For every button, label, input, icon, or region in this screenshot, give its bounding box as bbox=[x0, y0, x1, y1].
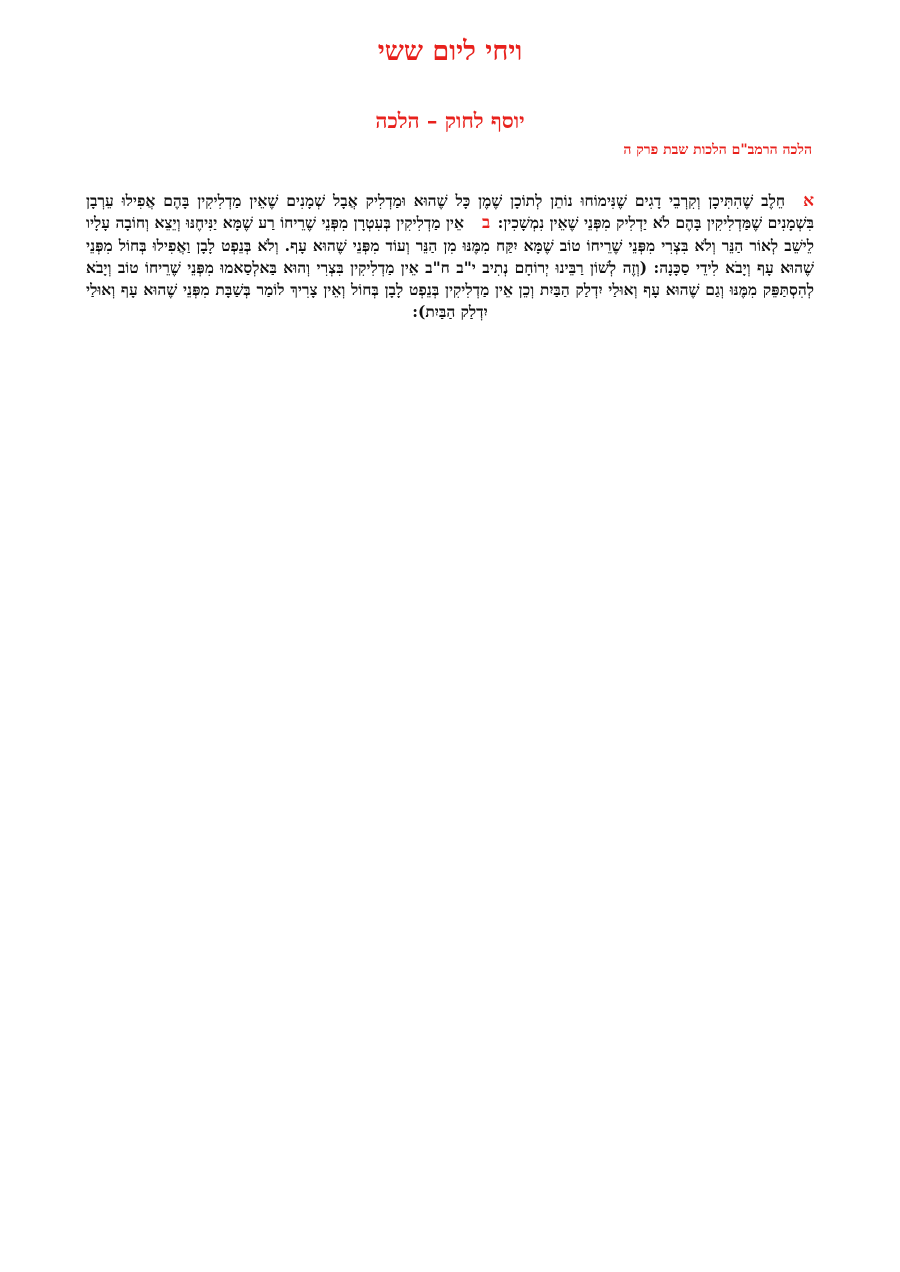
halacha-letter-2: ב bbox=[481, 213, 491, 234]
halacha-paragraph bbox=[86, 190, 814, 324]
halacha-letter-1: א bbox=[803, 191, 814, 211]
halacha-text-2: אֵין מַדְלִיקִין בְּעִטְרָן מִפְּנֵי שֶׁרֵיחוֹ רַע שֶׁמָּא יַנִּיחֶנּוּ וְיֵצֵא וְחוֹבָה עָלָיו לֵישֵׁב לְאוֹר הַנֵּר וְלֹא בִּצְרִי מִפְּנֵי שֶׁרֵיחוֹ טוֹב שֶׁמָּא יִקַּח מִמֶּנּוּ מִן הַנֵּר וְעוֹד מִפְּנֵי שֶׁהוּא עָף. וְלֹא בְּנֵפְט לָבָן וַאֲפִילוּ בְּחוֹל מִפְּנֵי שֶׁהוּא עָף וְיָבֹא לִידֵי סַכָּנָה: (וְזֶה לְשׁוֹן רַבֵּינוּ יְרוֹחָם נְתִיב י"ב ח"ב אֵין מַדְלִיקִין בִּצְרִי וְהוּא בַּאלְסַאמוּ מִפְּנֵי שֶׁרֵיחוֹ טוֹב וְיָבֹא לְהִסְתַּפֵּק מִמֶּנּוּ וְגַם שֶׁהוּא עָף וְאוּלַי יִדְלַק הַבַּיִת וְכֵן אֵין מַדְלִיקִין בְּנֵפְט לָבָן בְּחוֹל וְאֵין צָרִיךְ לוֹמַר בְּשַׁבָּת מִפְּנֵי שֶׁהוּא עָף וְאוּלַי יִדְלַק הַבַּיִת): bbox=[86, 213, 814, 322]
halacha-text-1: חֵלֶב שֶׁהִתִּיכָן וְקִרְבֵי דָגִים שֶׁנִּימוֹחוּ נוֹתֵן לְתוֹכָן שֶׁמֶן כָּל שֶׁהוּא וּמַדְלִיק אֲבָל שְׁמָנִים שֶׁאֵין מַדְלִיקִין בָּהֶם אֲפִילוּ עֵרְבָן בִּשְׁמָנִים שֶׁמַּדְלִיקִין בָּהֶם לֹא יַדְלִיק מִפְּנֵי שֶׁאֵין נִמְשָׁכִין: bbox=[86, 191, 814, 233]
page-subtitle: יוסף לחוק – הלכה bbox=[375, 108, 525, 133]
source-reference: הלכה הרמב"ם הלכות שבת פרק ה bbox=[623, 142, 812, 158]
page-title: ויחי ליום ששי bbox=[377, 36, 523, 67]
